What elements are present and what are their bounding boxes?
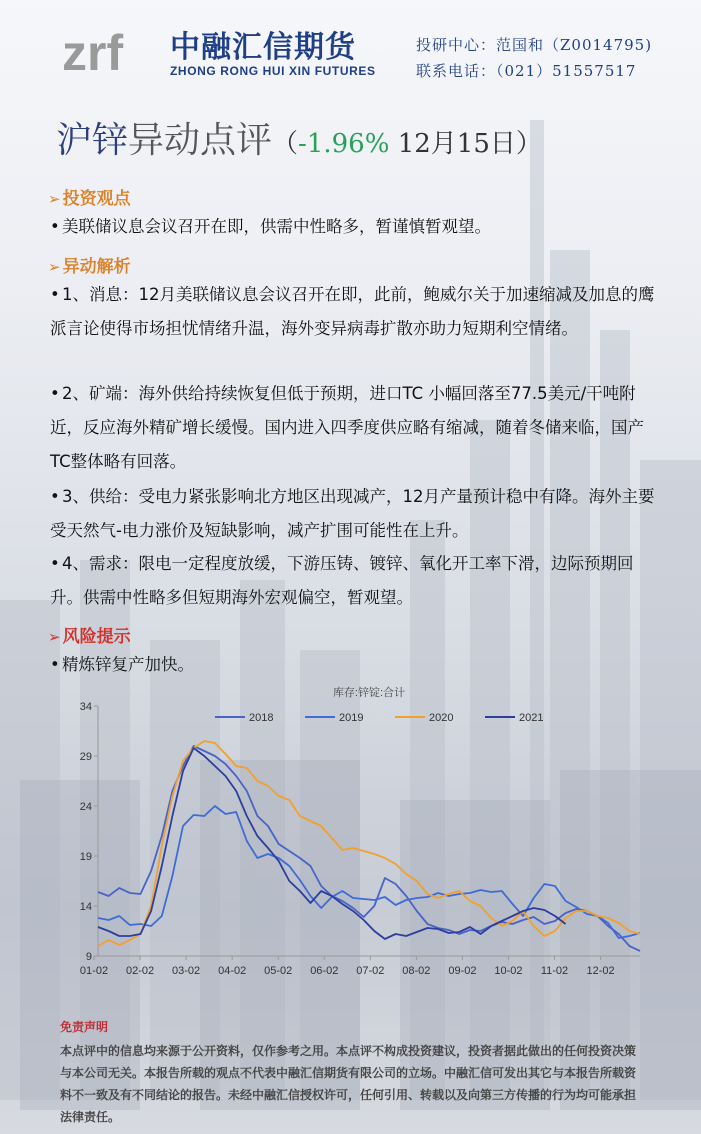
section-analysis-title: 异动解析 (62, 257, 131, 277)
x-tick-label: 03-02 (172, 965, 201, 977)
bullet-icon: • (50, 217, 60, 236)
x-tick-label: 08-02 (402, 965, 431, 977)
y-tick-label: 14 (79, 901, 92, 913)
bullet-icon: • (50, 285, 60, 304)
title-commodity: 沪锌 (56, 120, 129, 161)
view-text: 美联储议息会议召开在即，供需中性略多，暂谨慎暂观望。 (62, 217, 491, 236)
contact-analyst: 投研中心：范国和（Z0014795) (416, 36, 653, 54)
y-tick-label: 19 (79, 851, 92, 863)
x-tick-label: 09-02 (448, 965, 477, 977)
y-tick-label: 29 (79, 751, 92, 763)
analysis-item (50, 480, 662, 548)
logo-letters: zrf (62, 25, 124, 78)
analysis-item-text: 4、需求：限电一定程度放缓，下游压铸、镀锌、氧化开工率下滑，边际预期回升。供需中性略多但短期海外宏观偏空，暂观望。 (50, 554, 634, 607)
bullet-icon: • (50, 487, 60, 506)
header (0, 0, 701, 100)
title-change-pct: -1.96% (298, 129, 390, 159)
company-name-cn: 中融汇信期货 (170, 30, 356, 65)
analysis-item (50, 278, 662, 346)
x-tick-label: 04-02 (218, 965, 247, 977)
x-tick-label: 05-02 (264, 965, 293, 977)
section-view-heading (48, 184, 131, 209)
title-open-paren: （ (272, 129, 299, 159)
y-tick-label: 34 (79, 701, 92, 713)
analysis-item-text: 2、矿端：海外供给持续恢复但低于预期，进口TC 小幅回落至77.5美元/干吨附近，反应海外精矿增长缓慢。国内进入四季度供应略有缩减，随着冬储来临，国产TC整体略有回落。 (50, 384, 644, 471)
x-tick-label: 07-02 (356, 965, 385, 977)
view-paragraph (50, 210, 662, 244)
arrow-icon: ➢ (48, 258, 61, 276)
analysis-item (50, 377, 662, 479)
disclaimer-title: 免责声明 (60, 1020, 109, 1034)
arrow-icon: ➢ (48, 628, 61, 646)
section-analysis-heading (48, 252, 131, 277)
y-tick-label: 24 (79, 801, 92, 813)
x-tick-label: 02-02 (125, 965, 155, 977)
y-tick-label: 9 (85, 951, 92, 963)
bullet-icon: • (50, 655, 60, 674)
disclaimer-text: 本点评中的信息均来源于公开资料，仅作参考之用。本点评不构成投资建议，投资者据此做出的任何投资决策与本公司无关。本报告所载的观点不代表中融汇信期货有限公司的立场。中融汇信可发出其它与本报告所载资料不一致及有不同结论的报告。未经中融汇信授权许可，任何引用、转载以及向第三方传播的行为均可能承担法律责任。 (60, 1044, 637, 1124)
legend-label: 2021 (519, 712, 544, 724)
x-tick-label: 12-02 (586, 965, 615, 977)
x-tick-label: 11-02 (540, 965, 569, 977)
section-view-title: 投资观点 (62, 189, 131, 209)
risk-text: 精炼锌复产加快。 (62, 655, 194, 674)
bullet-icon: • (50, 384, 60, 403)
arrow-icon: ➢ (48, 190, 61, 208)
bullet-icon: • (50, 554, 60, 573)
legend-label: 2018 (249, 712, 274, 724)
zinc-inventory-chart (40, 684, 660, 984)
analysis-item (50, 547, 662, 615)
series-line-2021 (98, 748, 566, 939)
legend-label: 2019 (339, 712, 364, 724)
risk-paragraph (50, 648, 662, 682)
company-logo-icon (62, 14, 162, 78)
series-line-2018 (98, 746, 640, 951)
x-tick-label: 06-02 (310, 965, 339, 977)
title-type: 异动点评 (128, 120, 273, 161)
x-tick-label: 01-02 (79, 965, 109, 977)
page-title (56, 112, 542, 163)
analysis-item-text: 3、供给：受电力紧张影响北方地区出现减产，12月产量预计稳中有降。海外主要受天然气-电力涨价及短缺影响，减产扩围可能性在上升。 (50, 487, 655, 540)
chart-title: 库存:锌锭:合计 (332, 687, 406, 699)
section-risk-heading (48, 622, 131, 647)
section-risk-title: 风险提示 (62, 627, 131, 647)
company-name-en: ZHONG RONG HUI XIN FUTURES (170, 64, 376, 78)
legend-label: 2020 (429, 712, 454, 724)
contact-phone: 联系电话：（021）51557517 (416, 62, 637, 80)
x-tick-label: 10-02 (494, 965, 523, 977)
title-date: 12月15日） (389, 129, 542, 159)
analysis-item-text: 1、消息：12月美联储议息会议召开在即，此前，鲍威尔关于加速缩减及加息的鹰派言论使得市场担忧情绪升温，海外变异病毒扩散亦助力短期利空情绪。 (50, 285, 655, 338)
